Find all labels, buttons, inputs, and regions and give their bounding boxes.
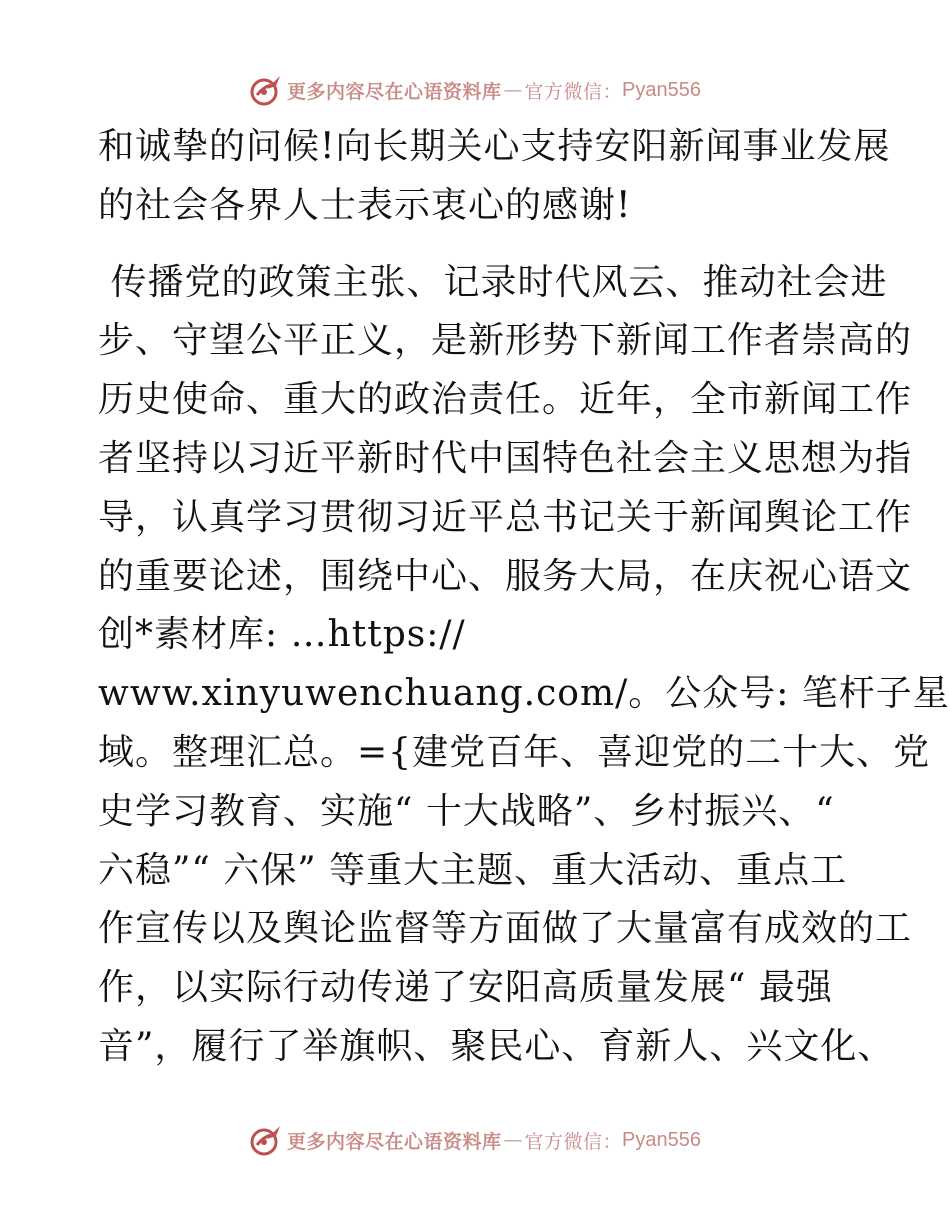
quill-logo-icon (249, 73, 283, 107)
header-watermark (0, 70, 950, 110)
wechat-id: Pyan556 (622, 1128, 701, 1151)
text-line: 者坚持以习近平新时代中国特色社会主义思想为指 (98, 437, 913, 479)
separator-dash: — (503, 1129, 523, 1151)
text-line: 步、守望公平正义，是新形势下新闻工作者崇高的 (98, 320, 913, 362)
text-line: www.xinyuwenchuang.com/。公众号: 笔杆子星 (98, 673, 950, 715)
text-line: 音”，履行了举旗帜、聚民心、育新人、兴文化、 (98, 1025, 895, 1067)
text-line: 域。整理汇总。={建党百年、喜迎党的二十大、党 (98, 731, 931, 773)
quill-logo-icon (249, 1123, 283, 1157)
contact-label: 官方微信： (524, 80, 623, 103)
text-line: 六稳”“ 六保” 等重大主题、重大活动、重点工 (98, 849, 848, 891)
text-line: 作宣传以及舆论监督等方面做了大量富有成效的工 (98, 908, 913, 950)
text-line: 史学习教育、实施“ 十大战略”、乡村振兴、“ (98, 790, 835, 832)
text-line: 历史使命、重大的政治责任。近年，全市新闻工作 (98, 379, 913, 421)
text-line: 的社会各界人士表示衷心的感谢! (98, 184, 632, 226)
brand-text: 更多内容尽在心语资料库 (287, 1130, 502, 1153)
document-body (98, 118, 950, 1077)
contact-label: 官方微信： (524, 1130, 623, 1153)
text-line: 作，以实际行动传递了安阳高质量发展“ 最强 (98, 967, 833, 1009)
text-line: 传播党的政策主张、记录时代风云、推动社会进 (98, 261, 888, 303)
brand-text: 更多内容尽在心语资料库 (287, 80, 502, 103)
text-line: 和诚挚的问候!向长期关心支持安阳新闻事业发展 (98, 126, 891, 167)
text-line: 的重要论述，围绕中心、服务大局，在庆祝心语文 (98, 555, 913, 597)
separator-dash: — (503, 79, 523, 101)
footer-watermark (0, 1120, 950, 1160)
text-line: 导，认真学习贯彻习近平总书记关于新闻舆论工作 (98, 496, 913, 538)
text-line: 创*素材库: …https:// (98, 614, 466, 656)
wechat-id: Pyan556 (622, 78, 701, 101)
